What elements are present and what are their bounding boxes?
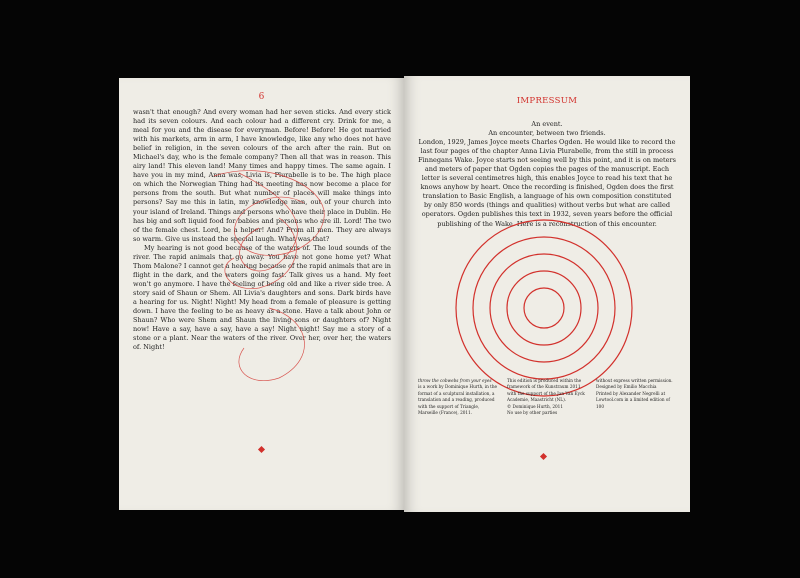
colophon-designer: Designed by Emilio Macchia (596, 384, 657, 390)
diamond-ornament-right (540, 453, 547, 460)
left-page-text (133, 108, 391, 352)
page-title: IMPRESSUM (516, 96, 578, 106)
right-page-text (418, 120, 676, 229)
colophon-work-title: throw the cobwebs from your eyes (418, 378, 492, 383)
left-page (119, 78, 404, 510)
colophon-column-2 (507, 378, 589, 416)
line-encounter: An encounter, between two friends. (488, 129, 606, 138)
colophon-column-3 (596, 378, 678, 410)
line-story: London, 1929, James Joyce meets Charles Ogden. He would like to record the last four pages of the chapter Anna Livia Plurabelle, from the still in process Finnegans Wake. Joyce starts not seeing well by this point, and it is on meters and meters of paper that Ogden copies the pages of the manuscript. Each letter is several centimetres high, this enables Joyce to read his text that he knows anyhow by heart. Once the recording is finished, Ogden does the first translation to Basic English, a language of his own composition constituted by only 850 words (things and qualities) without verbs but what are called operators. Ogden publishes this text in 1932, seven years before the official publishing of the Wake. Here is a reconstruction of this encounter. (418, 138, 676, 228)
colophon-text-2: This edition is produced within the framework of the Kunstraum 2011 with the support of the Jan Van Eyck Academie, Maastricht (NL). (507, 378, 585, 403)
colophon-permission: without express written permission. (596, 378, 673, 383)
colophon-printer: Printed by Alexander Negrelli at Lowtool.com in a limited edition of 100 (596, 390, 670, 409)
paragraph-2: My hearing is not good because of the waters of. The loud sounds of the river. The rapid animals that go away. You have not gone home yet? What Thom Malone? I cannot get a hearing because of the rapid animals that are in flight in the dark, and the waters going fast. Talk gives us a hand. My feet won't go anymore. I have the feeling of being old and like a river side tree. A story said of Shaun or Shem. All Livia's daughters and sons. Dark birds have a hearing for us. Night! Night! My head from a female of pleasure is getting down. I have the feeling to be as heavy as a stone. Have a talk about John or Shaun? Who were Shem and Shaun the living sons or daughters of? Night now! Have a say, have a say, have a say! Night night! Say me a story of a stone or a plant. Near the waters of the river. Over her, over her, the waters of. Night! (133, 243, 391, 352)
diamond-ornament-left (258, 446, 265, 453)
right-page (404, 76, 690, 512)
colophon-copyright: © Dominique Hurth, 2011 (507, 403, 563, 409)
paragraph-1: wasn't that enough? And every woman had her seven sticks. And every stick had its seven colours. And each colour had a different cry. Drink for me, a meal for you and the disease for everyman. Before! Before! He got married with his markets, arm in arm, I have knowledge, like any who does not have belief in religion, in the seven colours of the arch after the rain. But on Michael's day, who is the female company? Then all that was in reason. This airy land! This eleven land! Many times and happy times. The same again. I have you in my mind, Anna was, Livia is, Plurabelle is to be. The high place on which the Norwegian Thing had its meeting has now become a place for persons from the south. But what number of places will make things into persons? Say me this in latin, my knowledge man, out of your church into your island of Ireland. Things and persons who have their place in Dublin. He has big and soft liquid food for babies and persons who are ill. Lord! The two of the female chest. Lord, be a helper! And? From all men. They are always so warm. Give us instead the special laugh. What was that? (133, 108, 391, 243)
line-event: An event. (531, 120, 563, 128)
colophon-text-1: is a work by Dominique Hurth, in the format of a sculptural installation, a translation and a reading, produced with the support of Triangle, Marseille (France), 2011. (418, 384, 498, 416)
page-number: 6 (258, 92, 265, 102)
colophon-usage: No use by other parties (507, 410, 558, 416)
colophon-column-1 (418, 378, 500, 416)
